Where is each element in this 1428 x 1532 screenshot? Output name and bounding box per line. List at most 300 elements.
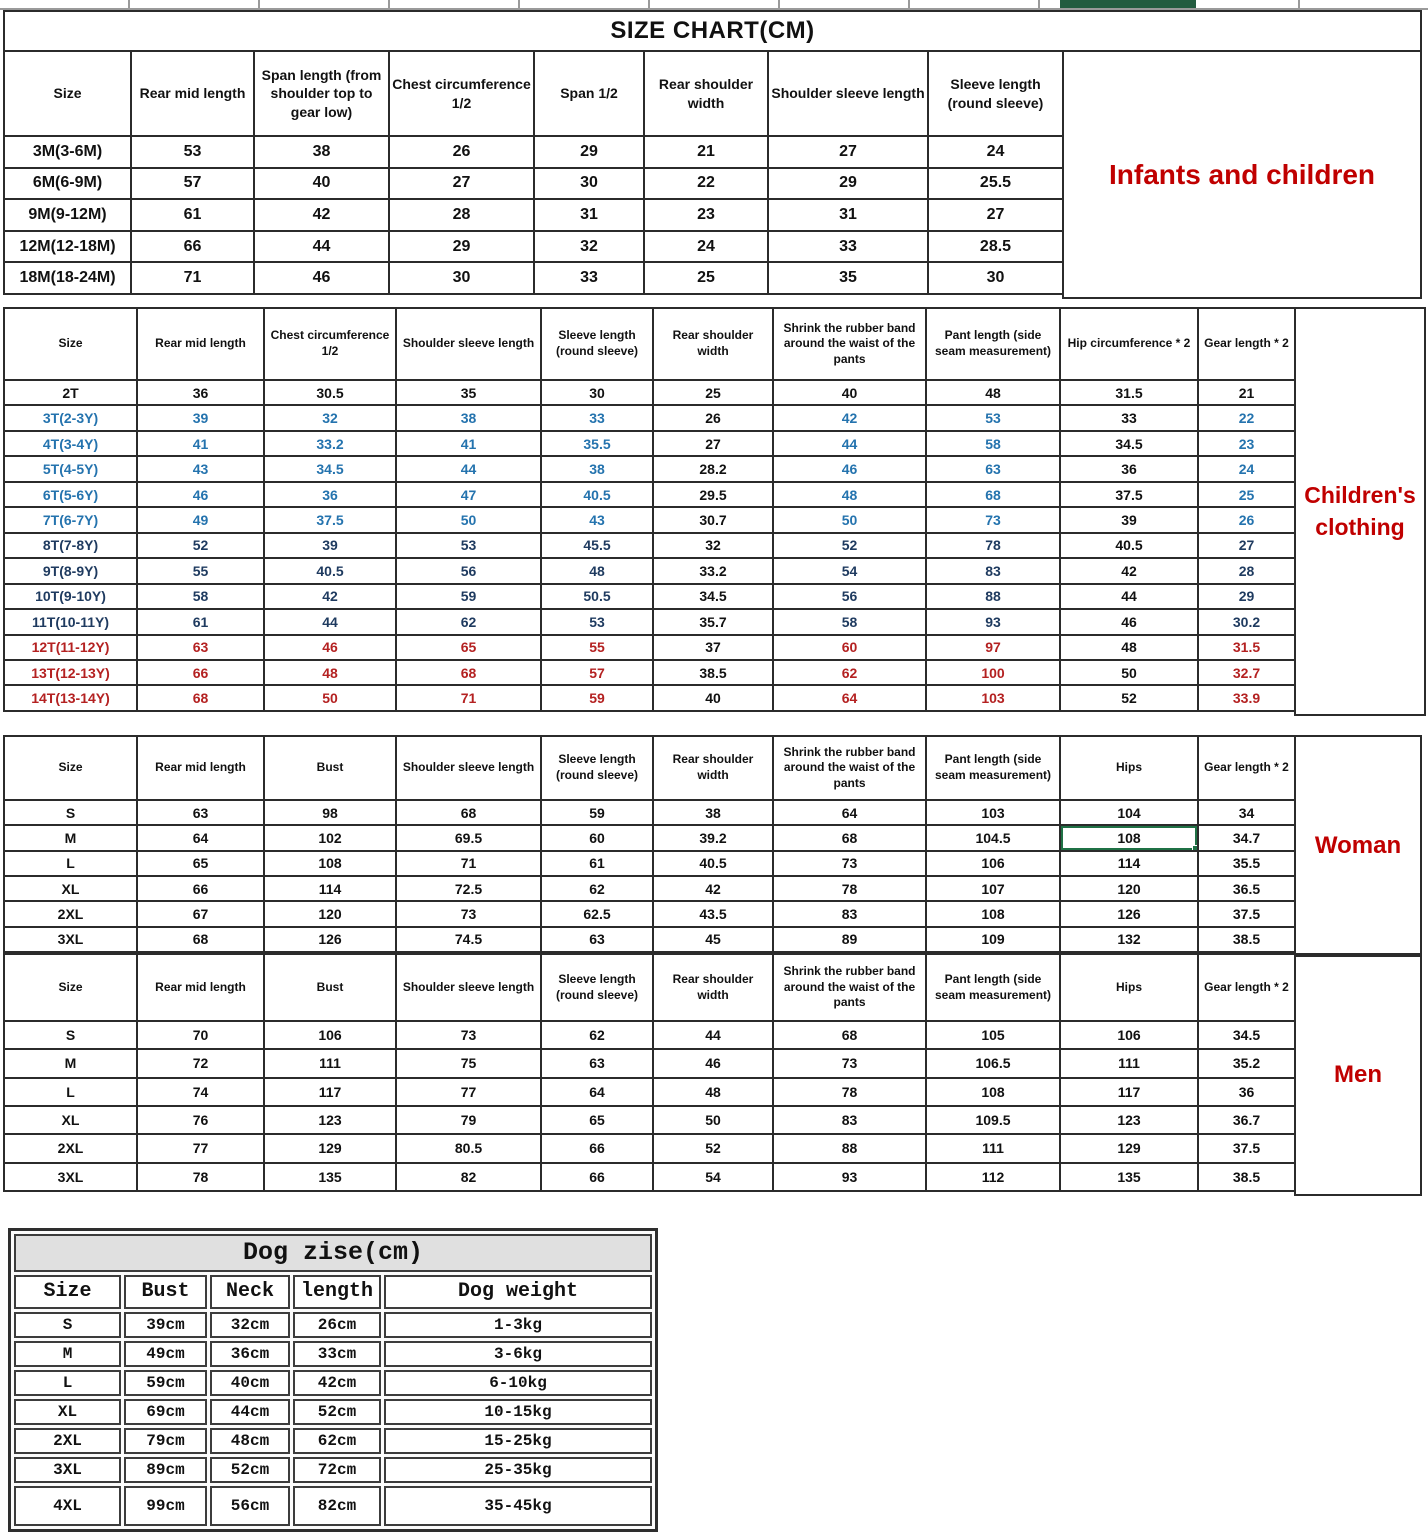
size-cell: 5T(4-5Y): [4, 456, 137, 481]
column-header: Sleeve length (round sleeve): [928, 51, 1063, 136]
value-cell: 29: [768, 168, 928, 200]
value-cell: 49cm: [124, 1341, 207, 1367]
column-header: length: [293, 1275, 381, 1309]
column-header: Shrink the rubber band around the waist of the pants: [773, 954, 926, 1021]
value-cell: 62: [396, 609, 541, 634]
table-row: [4, 231, 1063, 263]
value-cell: 34.5: [264, 456, 396, 481]
value-cell: 37: [653, 635, 773, 660]
size-cell: 2XL: [4, 1134, 137, 1162]
value-cell: 54: [653, 1163, 773, 1191]
value-cell: 42: [1060, 558, 1198, 583]
table-row: [4, 685, 1295, 711]
column-header: Pant length (side seam measurement): [926, 736, 1060, 800]
value-cell: 46: [264, 635, 396, 660]
table-row: [4, 800, 1295, 825]
value-cell: 59: [396, 584, 541, 609]
value-cell: 135: [264, 1163, 396, 1191]
value-cell: 25: [653, 380, 773, 405]
value-cell: 50: [396, 507, 541, 532]
column-header: Hip circumference * 2: [1060, 308, 1198, 380]
column-header: Rear mid length: [137, 954, 264, 1021]
value-cell: 43: [137, 456, 264, 481]
value-cell: 38: [653, 800, 773, 825]
value-cell: 58: [137, 584, 264, 609]
value-cell: 61: [131, 199, 254, 231]
value-cell: 109: [926, 927, 1060, 952]
value-cell: 70: [137, 1021, 264, 1049]
value-cell: 37.5: [1198, 901, 1295, 926]
size-cell: 2XL: [4, 901, 137, 926]
value-cell: 50: [653, 1106, 773, 1134]
column-header: Rear mid length: [137, 308, 264, 380]
infants-size-table: [3, 50, 1064, 295]
column-header: Shoulder sleeve length: [396, 736, 541, 800]
value-cell: 114: [264, 876, 396, 901]
value-cell: 28: [1198, 558, 1295, 583]
value-cell: 45: [653, 927, 773, 952]
value-cell: 48cm: [210, 1428, 290, 1454]
value-cell: 48: [773, 482, 926, 507]
value-cell: 132: [1060, 927, 1198, 952]
value-cell: 59: [541, 685, 653, 711]
value-cell: 6-10kg: [384, 1370, 652, 1396]
value-cell: 104: [1060, 800, 1198, 825]
value-cell: 29: [389, 231, 534, 263]
men-size-table: [3, 953, 1296, 1192]
value-cell: 42: [653, 876, 773, 901]
value-cell: 104.5: [926, 825, 1060, 850]
value-cell: 47: [396, 482, 541, 507]
size-cell: M: [4, 1049, 137, 1077]
value-cell: 111: [926, 1134, 1060, 1162]
size-cell: 9M(9-12M): [4, 199, 131, 231]
value-cell: 39.2: [653, 825, 773, 850]
woman-label: Woman: [1294, 735, 1422, 957]
value-cell: 40: [254, 168, 389, 200]
value-cell: 15-25kg: [384, 1428, 652, 1454]
column-header: Size: [4, 51, 131, 136]
value-cell: 126: [264, 927, 396, 952]
value-cell: 38.5: [1198, 1163, 1295, 1191]
column-header: Dog weight: [384, 1275, 652, 1309]
value-cell: 41: [396, 431, 541, 456]
header-row: [4, 51, 1063, 136]
size-cell: 3XL: [4, 1163, 137, 1191]
column-header: Bust: [124, 1275, 207, 1309]
value-cell: 59cm: [124, 1370, 207, 1396]
column-header: Shoulder sleeve length: [768, 51, 928, 136]
size-cell: L: [4, 1078, 137, 1106]
table-row: [4, 199, 1063, 231]
value-cell: 60: [541, 825, 653, 850]
value-cell: 31: [768, 199, 928, 231]
dog-size-table: [8, 1228, 658, 1532]
table-row: [4, 609, 1295, 634]
value-cell: 64: [773, 800, 926, 825]
value-cell: 58: [926, 431, 1060, 456]
value-cell: 23: [1198, 431, 1295, 456]
value-cell: 40.5: [264, 558, 396, 583]
value-cell: 83: [773, 1106, 926, 1134]
column-header: Sleeve length (round sleeve): [541, 954, 653, 1021]
value-cell: 61: [541, 851, 653, 876]
value-cell: 1-3kg: [384, 1312, 652, 1338]
value-cell: 21: [644, 136, 768, 168]
value-cell: 35: [396, 380, 541, 405]
value-cell: 33.2: [653, 558, 773, 583]
column-header: Size: [4, 308, 137, 380]
table-row: [14, 1399, 652, 1425]
value-cell: 66: [137, 660, 264, 685]
value-cell: 78: [137, 1163, 264, 1191]
value-cell: 64: [137, 825, 264, 850]
value-cell: 129: [264, 1134, 396, 1162]
value-cell: 40.5: [1060, 533, 1198, 558]
table-row: [14, 1486, 652, 1526]
value-cell: 83: [926, 558, 1060, 583]
value-cell: 45.5: [541, 533, 653, 558]
value-cell: 35.5: [1198, 851, 1295, 876]
value-cell: 25.5: [928, 168, 1063, 200]
value-cell: 63: [137, 635, 264, 660]
size-cell: 4XL: [14, 1486, 121, 1526]
value-cell: 39: [264, 533, 396, 558]
value-cell: 99cm: [124, 1486, 207, 1526]
column-header: Neck: [210, 1275, 290, 1309]
value-cell: 79: [396, 1106, 541, 1134]
value-cell: 28.2: [653, 456, 773, 481]
value-cell: 44: [264, 609, 396, 634]
column-header: Rear shoulder width: [653, 954, 773, 1021]
value-cell: 71: [396, 685, 541, 711]
value-cell: 30: [389, 262, 534, 294]
value-cell: 30.7: [653, 507, 773, 532]
value-cell: 106.5: [926, 1049, 1060, 1077]
value-cell: 66: [137, 876, 264, 901]
value-cell: 68: [137, 927, 264, 952]
value-cell: 42: [773, 405, 926, 430]
value-cell: 50: [773, 507, 926, 532]
table-row: [4, 660, 1295, 685]
value-cell: 36: [137, 380, 264, 405]
value-cell: 40.5: [653, 851, 773, 876]
column-header: Pant length (side seam measurement): [926, 954, 1060, 1021]
column-header: Sleeve length (round sleeve): [541, 736, 653, 800]
value-cell: 78: [926, 533, 1060, 558]
value-cell: 106: [926, 851, 1060, 876]
table-row: [4, 876, 1295, 901]
table-row: [4, 825, 1295, 850]
column-header: Rear mid length: [137, 736, 264, 800]
value-cell: 57: [541, 660, 653, 685]
value-cell: 39cm: [124, 1312, 207, 1338]
value-cell: 108: [264, 851, 396, 876]
value-cell: 37.5: [1060, 482, 1198, 507]
size-cell: S: [4, 800, 137, 825]
value-cell: 32cm: [210, 1312, 290, 1338]
table-row: [4, 533, 1295, 558]
table-row: [4, 558, 1295, 583]
value-cell: 44: [773, 431, 926, 456]
value-cell: 39: [137, 405, 264, 430]
column-header: Gear length * 2: [1198, 954, 1295, 1021]
size-cell: 3XL: [14, 1457, 121, 1483]
value-cell: 3-6kg: [384, 1341, 652, 1367]
value-cell: 31: [534, 199, 644, 231]
size-cell: 6T(5-6Y): [4, 482, 137, 507]
value-cell: 36cm: [210, 1341, 290, 1367]
value-cell: 43: [541, 507, 653, 532]
value-cell: 79cm: [124, 1428, 207, 1454]
value-cell: 64: [541, 1078, 653, 1106]
value-cell: 62: [773, 660, 926, 685]
value-cell: 63: [926, 456, 1060, 481]
value-cell: 103: [926, 800, 1060, 825]
value-cell: 107: [926, 876, 1060, 901]
table-row: [4, 380, 1295, 405]
value-cell: 63: [541, 1049, 653, 1077]
value-cell: 25: [644, 262, 768, 294]
value-cell: 80.5: [396, 1134, 541, 1162]
value-cell: 48: [926, 380, 1060, 405]
value-cell: 30.2: [1198, 609, 1295, 634]
value-cell: 33.9: [1198, 685, 1295, 711]
column-header: Shoulder sleeve length: [396, 308, 541, 380]
size-cell: 18M(18-24M): [4, 262, 131, 294]
value-cell: 26: [1198, 507, 1295, 532]
value-cell: 55: [541, 635, 653, 660]
column-header: Bust: [264, 954, 396, 1021]
children-size-table: [3, 307, 1296, 712]
value-cell: 22: [1198, 405, 1295, 430]
value-cell: 52cm: [293, 1399, 381, 1425]
value-cell: 106: [264, 1021, 396, 1049]
size-cell: 14T(13-14Y): [4, 685, 137, 711]
value-cell: 67: [137, 901, 264, 926]
value-cell: 34.5: [653, 584, 773, 609]
column-header: Size: [4, 954, 137, 1021]
selected-column-highlight: [1060, 0, 1196, 8]
size-cell: S: [4, 1021, 137, 1049]
value-cell: 65: [541, 1106, 653, 1134]
value-cell: 56: [773, 584, 926, 609]
column-header: Gear length * 2: [1198, 736, 1295, 800]
size-cell: 10T(9-10Y): [4, 584, 137, 609]
size-cell: M: [4, 825, 137, 850]
value-cell: 112: [926, 1163, 1060, 1191]
value-cell: 66: [541, 1134, 653, 1162]
value-cell: 32: [534, 231, 644, 263]
value-cell: 30: [928, 262, 1063, 294]
value-cell: 48: [264, 660, 396, 685]
value-cell: 55: [137, 558, 264, 583]
value-cell: 27: [653, 431, 773, 456]
value-cell: 71: [131, 262, 254, 294]
table-row: [4, 1049, 1295, 1077]
value-cell: 34.5: [1198, 1021, 1295, 1049]
value-cell: 83: [773, 901, 926, 926]
value-cell: 68: [773, 825, 926, 850]
value-cell: 76: [137, 1106, 264, 1134]
table-row: [4, 1078, 1295, 1106]
size-cell: 4T(3-4Y): [4, 431, 137, 456]
value-cell: 40cm: [210, 1370, 290, 1396]
value-cell: 93: [773, 1163, 926, 1191]
value-cell: 30: [541, 380, 653, 405]
column-header: Sleeve length (round sleeve): [541, 308, 653, 380]
column-header: Size: [14, 1275, 121, 1309]
value-cell: 26: [653, 405, 773, 430]
value-cell: 25: [1198, 482, 1295, 507]
value-cell: 40.5: [541, 482, 653, 507]
value-cell: 38: [396, 405, 541, 430]
value-cell: 98: [264, 800, 396, 825]
value-cell: 114: [1060, 851, 1198, 876]
value-cell: 129: [1060, 1134, 1198, 1162]
value-cell: 33: [534, 262, 644, 294]
value-cell: 37.5: [264, 507, 396, 532]
value-cell: 111: [1060, 1049, 1198, 1077]
selected-cell[interactable]: 108: [1060, 825, 1198, 850]
infants-label: Infants and children: [1062, 50, 1422, 299]
value-cell: 52: [653, 1134, 773, 1162]
value-cell: 46: [137, 482, 264, 507]
value-cell: 89: [773, 927, 926, 952]
value-cell: 50.5: [541, 584, 653, 609]
value-cell: 46: [653, 1049, 773, 1077]
value-cell: 88: [926, 584, 1060, 609]
value-cell: 29: [1198, 584, 1295, 609]
value-cell: 33: [1060, 405, 1198, 430]
value-cell: 72: [137, 1049, 264, 1077]
value-cell: 23: [644, 199, 768, 231]
value-cell: 56cm: [210, 1486, 290, 1526]
size-cell: 3M(3-6M): [4, 136, 131, 168]
value-cell: 33cm: [293, 1341, 381, 1367]
value-cell: 68: [926, 482, 1060, 507]
value-cell: 59: [541, 800, 653, 825]
value-cell: 106: [1060, 1021, 1198, 1049]
value-cell: 102: [264, 825, 396, 850]
value-cell: 54: [773, 558, 926, 583]
value-cell: 53: [131, 136, 254, 168]
value-cell: 37.5: [1198, 1134, 1295, 1162]
value-cell: 126: [1060, 901, 1198, 926]
column-header: Hips: [1060, 954, 1198, 1021]
value-cell: 69.5: [396, 825, 541, 850]
value-cell: 28: [389, 199, 534, 231]
table-row: [4, 927, 1295, 952]
size-cell: 12T(11-12Y): [4, 635, 137, 660]
table-row: [4, 1106, 1295, 1134]
value-cell: 50: [1060, 660, 1198, 685]
value-cell: 66: [131, 231, 254, 263]
column-header: Chest circumference 1/2: [389, 51, 534, 136]
value-cell: 36: [1198, 1078, 1295, 1106]
value-cell: 48: [653, 1078, 773, 1106]
value-cell: 35.2: [1198, 1049, 1295, 1077]
value-cell: 44cm: [210, 1399, 290, 1425]
value-cell: 117: [264, 1078, 396, 1106]
value-cell: 61: [137, 609, 264, 634]
size-cell: 7T(6-7Y): [4, 507, 137, 532]
value-cell: 36.5: [1198, 876, 1295, 901]
value-cell: 58: [773, 609, 926, 634]
value-cell: 35: [768, 262, 928, 294]
header-row: [4, 954, 1295, 1021]
men-label: Men: [1294, 953, 1422, 1196]
size-cell: 9T(8-9Y): [4, 558, 137, 583]
value-cell: 68: [396, 800, 541, 825]
value-cell: 35.7: [653, 609, 773, 634]
value-cell: 24: [928, 136, 1063, 168]
value-cell: 57: [131, 168, 254, 200]
column-header: Rear shoulder width: [653, 736, 773, 800]
value-cell: 38.5: [1198, 927, 1295, 952]
table-row: [4, 851, 1295, 876]
table-row: [4, 405, 1295, 430]
value-cell: 48: [541, 558, 653, 583]
value-cell: 53: [926, 405, 1060, 430]
size-cell: 13T(12-13Y): [4, 660, 137, 685]
size-cell: 2T: [4, 380, 137, 405]
value-cell: 73: [773, 1049, 926, 1077]
value-cell: 52: [137, 533, 264, 558]
column-header: Bust: [264, 736, 396, 800]
column-header: Rear shoulder width: [653, 308, 773, 380]
value-cell: 27: [928, 199, 1063, 231]
value-cell: 108: [926, 1078, 1060, 1106]
value-cell: 82cm: [293, 1486, 381, 1526]
table-row: [14, 1312, 652, 1338]
column-header: Chest circumference 1/2: [264, 308, 396, 380]
value-cell: 68: [396, 660, 541, 685]
value-cell: 72cm: [293, 1457, 381, 1483]
value-cell: 109.5: [926, 1106, 1060, 1134]
size-cell: L: [14, 1370, 121, 1396]
value-cell: 72.5: [396, 876, 541, 901]
size-cell: 6M(6-9M): [4, 168, 131, 200]
value-cell: 38: [254, 136, 389, 168]
value-cell: 62cm: [293, 1428, 381, 1454]
column-header: Rear shoulder width: [644, 51, 768, 136]
size-cell: M: [14, 1341, 121, 1367]
value-cell: 53: [396, 533, 541, 558]
value-cell: 32.7: [1198, 660, 1295, 685]
size-cell: 11T(10-11Y): [4, 609, 137, 634]
value-cell: 44: [653, 1021, 773, 1049]
header-row: [4, 308, 1295, 380]
table-row: [4, 507, 1295, 532]
value-cell: 35.5: [541, 431, 653, 456]
dog-title-row: [14, 1234, 652, 1272]
value-cell: 73: [926, 507, 1060, 532]
table-row: [4, 1163, 1295, 1191]
value-cell: 65: [396, 635, 541, 660]
children-size-table-wrap: [3, 307, 1296, 712]
column-header: Pant length (side seam measurement): [926, 308, 1060, 380]
value-cell: 50: [264, 685, 396, 711]
value-cell: 46: [254, 262, 389, 294]
column-header: Hips: [1060, 736, 1198, 800]
value-cell: 30.5: [264, 380, 396, 405]
value-cell: 22: [644, 168, 768, 200]
value-cell: 33: [541, 405, 653, 430]
value-cell: 64: [773, 685, 926, 711]
woman-size-table-wrap: [3, 735, 1296, 953]
value-cell: 10-15kg: [384, 1399, 652, 1425]
